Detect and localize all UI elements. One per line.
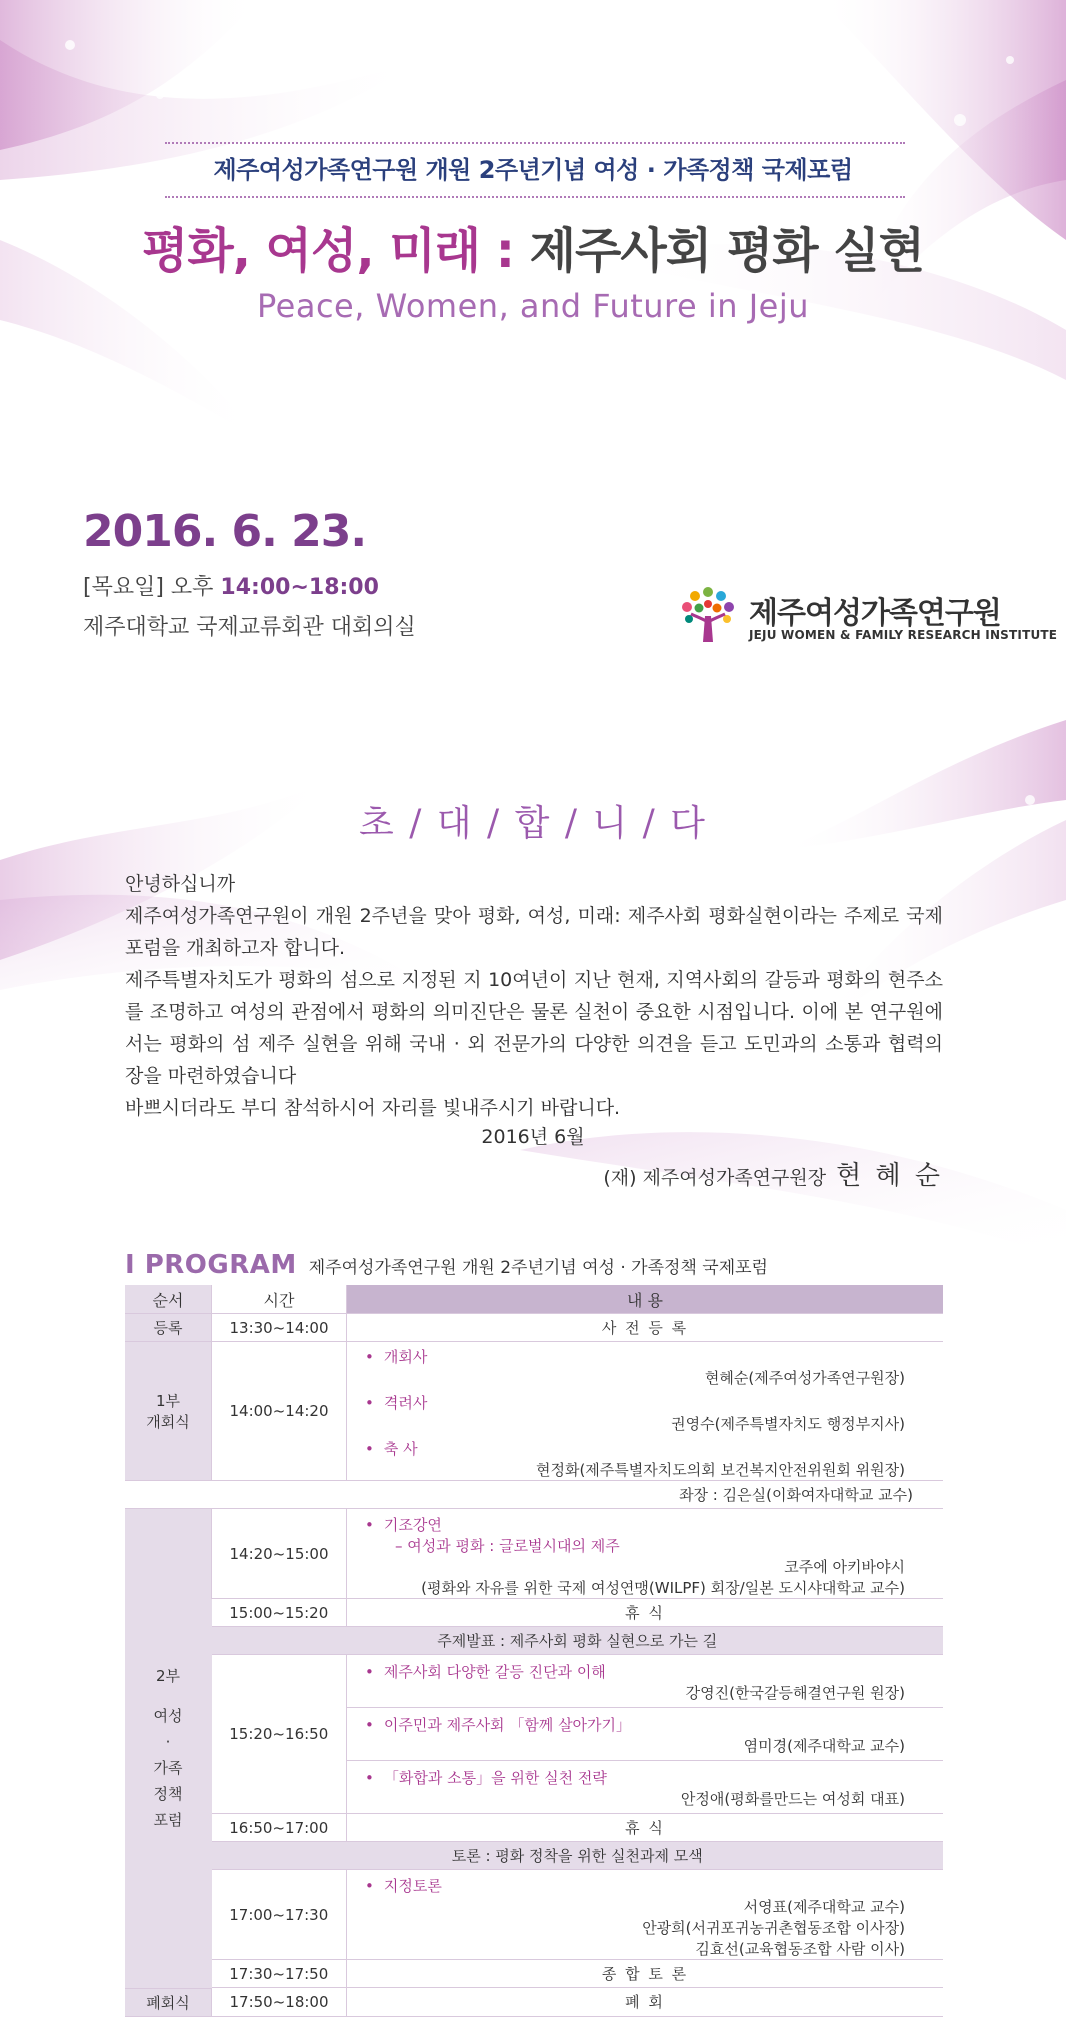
table-row — [125, 1842, 943, 1870]
registration-seq: 등록 — [125, 1314, 212, 1342]
opening-address: • 개회사 — [365, 1346, 935, 1367]
title-highlight: 평화, 여성, 미래 : — [141, 223, 514, 279]
session1-title: 주제발표 : 제주사회 평화 실현으로 가는 길 — [212, 1627, 944, 1655]
letter-paragraph: 제주특별자치도가 평화의 섬으로 지정된 지 10여년이 지난 현재, 지역사회의 갈등과 평화의 현주소를 조명하고 여성의 관점에서 평화의 의미진단은 물론 실천이 중요한 시점입니다. 이에 본 연구원에서는 평화의 섬 제주 실현을 위해 국내 · 외 전문가의 다양한 의견을 듣고 도민과의 소통과 협력의 장을 마련하였습니다 — [125, 969, 943, 1087]
keynote-time: 14:20~15:00 — [212, 1509, 347, 1599]
part1-seq-line: 개회식 — [146, 1413, 190, 1431]
panel-label: • 지정토론 — [365, 1875, 935, 1896]
part2-seq-line: 정책 — [153, 1785, 183, 1804]
event-day: [목요일] 오후 — [83, 575, 221, 600]
part1-content — [347, 1342, 944, 1481]
letter-paragraph: 제주여성가족연구원이 개원 2주년을 맞아 평화, 여성, 미래: 제주사회 평화실현이라는 주제로 국제포럼을 개최하고자 합니다. — [125, 905, 943, 959]
event-title-english: Peace, Women, and Future in Jeju — [257, 287, 809, 325]
encouragement-address: • 격려사 — [365, 1392, 935, 1413]
part1-seq-line: 1부 — [155, 1392, 181, 1410]
break1-content: 휴 식 — [347, 1599, 944, 1627]
general-discussion-time: 17:30~17:50 — [212, 1960, 347, 1988]
talk3-speaker: 안정애(평화를만드는 여성회 대표) — [680, 1790, 905, 1808]
part2-seq — [125, 1509, 212, 1989]
opening-speaker: 현혜순(제주여성가족연구원장) — [704, 1369, 905, 1387]
part2-seq-line: 여성 — [153, 1707, 183, 1726]
congratulatory-address: • 축 사 — [365, 1438, 935, 1459]
closing-time: 17:50~18:00 — [212, 1988, 347, 2016]
event-date: 2016. 6. 23. — [83, 506, 367, 557]
signer-name: 현 혜 순 — [836, 1161, 943, 1191]
session1-time: 15:20~16:50 — [212, 1655, 347, 1814]
invitation-letter — [125, 868, 943, 1124]
program-heading — [125, 1250, 943, 1280]
talk1-title: • 제주사회 다양한 갈등 진단과 이해 — [365, 1661, 935, 1682]
general-discussion-content: 종 합 토 론 — [347, 1960, 944, 1988]
part1-time: 14:00~14:20 — [212, 1342, 347, 1481]
panel-time: 17:00~17:30 — [212, 1870, 347, 1960]
institute-logo — [675, 580, 1058, 650]
keynote-speaker: 코주에 아키바야시 — [784, 1557, 905, 1576]
part2-seq-line: · — [165, 1733, 171, 1752]
talk-block — [347, 1655, 943, 1708]
talk-block — [347, 1761, 943, 1813]
keynote-content — [347, 1509, 944, 1599]
title-rest: 제주사회 평화 실현 — [513, 223, 925, 279]
table-row — [125, 1509, 943, 1599]
table-row — [125, 1814, 943, 1842]
keynote-affiliation: (평화와 자유를 위한 국제 여성연맹(WILPF) 회장/일본 도시샤대학교 교수) — [421, 1578, 905, 1597]
table-row — [125, 1655, 943, 1814]
letter-date: 2016년 6월 — [481, 1126, 585, 1148]
letter-signature — [500, 1155, 943, 1192]
logo-name-korean: 제주여성가족연구원 — [749, 596, 1001, 631]
letter-paragraph: 안녕하십니까 — [125, 873, 236, 895]
panelist: 서영표(제주대학교 교수) — [743, 1897, 905, 1916]
program-table — [125, 1285, 943, 2017]
closing-content: 폐 회 — [347, 1988, 944, 2016]
break2-time: 16:50~17:00 — [212, 1814, 347, 1842]
keynote-topic: – 여성과 평화 : 글로벌시대의 제주 — [395, 1536, 620, 1555]
talk-block — [347, 1708, 943, 1761]
table-row — [125, 1960, 943, 1988]
invitation-heading: 초 / 대 / 합 / 니 / 다 — [359, 803, 707, 844]
table-row — [125, 1599, 943, 1627]
keynote-label: • 기조강연 — [365, 1514, 935, 1535]
top-dotted-rule — [165, 142, 905, 144]
part1-seq — [125, 1342, 212, 1481]
tree-logo-icon — [675, 582, 741, 648]
registration-time: 13:30~14:00 — [212, 1314, 347, 1342]
table-row — [125, 1342, 943, 1481]
session2-title: 토론 : 평화 정착을 위한 실천과제 모색 — [212, 1842, 944, 1870]
part2-seq-line: 가족 — [153, 1759, 183, 1778]
part2-seq-line: 2부 — [155, 1667, 181, 1686]
part2-seq-line: 포럼 — [153, 1811, 183, 1830]
header-time: 시간 — [212, 1285, 347, 1314]
bottom-dotted-rule — [165, 196, 905, 198]
break1-time: 15:00~15:20 — [212, 1599, 347, 1627]
event-title — [0, 212, 1066, 281]
table-row — [125, 1988, 943, 2016]
talk3-title: • 「화합과 소통」을 위한 실천 전략 — [365, 1767, 935, 1788]
session1-content — [347, 1655, 944, 1814]
table-row — [125, 1314, 943, 1342]
letter-paragraph: 바쁘시더라도 부디 참석하시어 자리를 빛내주시기 바랍니다. — [125, 1097, 621, 1119]
talk2-speaker: 염미경(제주대학교 교수) — [743, 1737, 905, 1755]
event-hours: 14:00~18:00 — [220, 575, 379, 600]
closing-seq: 폐회식 — [125, 1988, 212, 2016]
chair-row: 좌장 : 김은실(이화여자대학교 교수) — [125, 1481, 943, 1509]
table-row — [125, 1870, 943, 1960]
event-time — [83, 570, 379, 601]
panelist: 김효선(교육협동조합 사람 이사) — [695, 1939, 905, 1958]
table-row — [125, 1481, 943, 1509]
congratulatory-speaker: 현정화(제주특별자치도의회 보건복지안전위원회 위원장) — [535, 1461, 905, 1479]
event-venue: 제주대학교 국제교류회관 대회의실 — [83, 615, 416, 640]
event-subtitle: 제주여성가족연구원 개원 2주년기념 여성 · 가족정책 국제포럼 — [213, 156, 853, 184]
break2-content: 휴 식 — [347, 1814, 944, 1842]
header-seq: 순서 — [125, 1285, 212, 1314]
panel-content — [347, 1870, 944, 1960]
program-label: I PROGRAM — [125, 1250, 297, 1280]
registration-content: 사 전 등 록 — [347, 1314, 944, 1342]
table-header-row — [125, 1285, 943, 1314]
header-content: 내 용 — [347, 1285, 944, 1314]
logo-name-english: JEJU WOMEN & FAMILY RESEARCH INSTITUTE — [749, 628, 1058, 642]
program-subtitle: 제주여성가족연구원 개원 2주년기념 여성 · 가족정책 국제포럼 — [308, 1258, 768, 1278]
talk2-title: • 이주민과 제주사회 「함께 살아가기」 — [365, 1714, 935, 1735]
table-row — [125, 1627, 943, 1655]
signer-title: (재) 제주여성가족연구원장 — [603, 1167, 827, 1189]
encouragement-speaker: 권영수(제주특별자치도 행정부지사) — [671, 1415, 905, 1433]
talk1-speaker: 강영진(한국갈등해결연구원 원장) — [685, 1684, 905, 1702]
panelist: 안광희(서귀포귀농귀촌협동조합 이사장) — [642, 1918, 905, 1937]
